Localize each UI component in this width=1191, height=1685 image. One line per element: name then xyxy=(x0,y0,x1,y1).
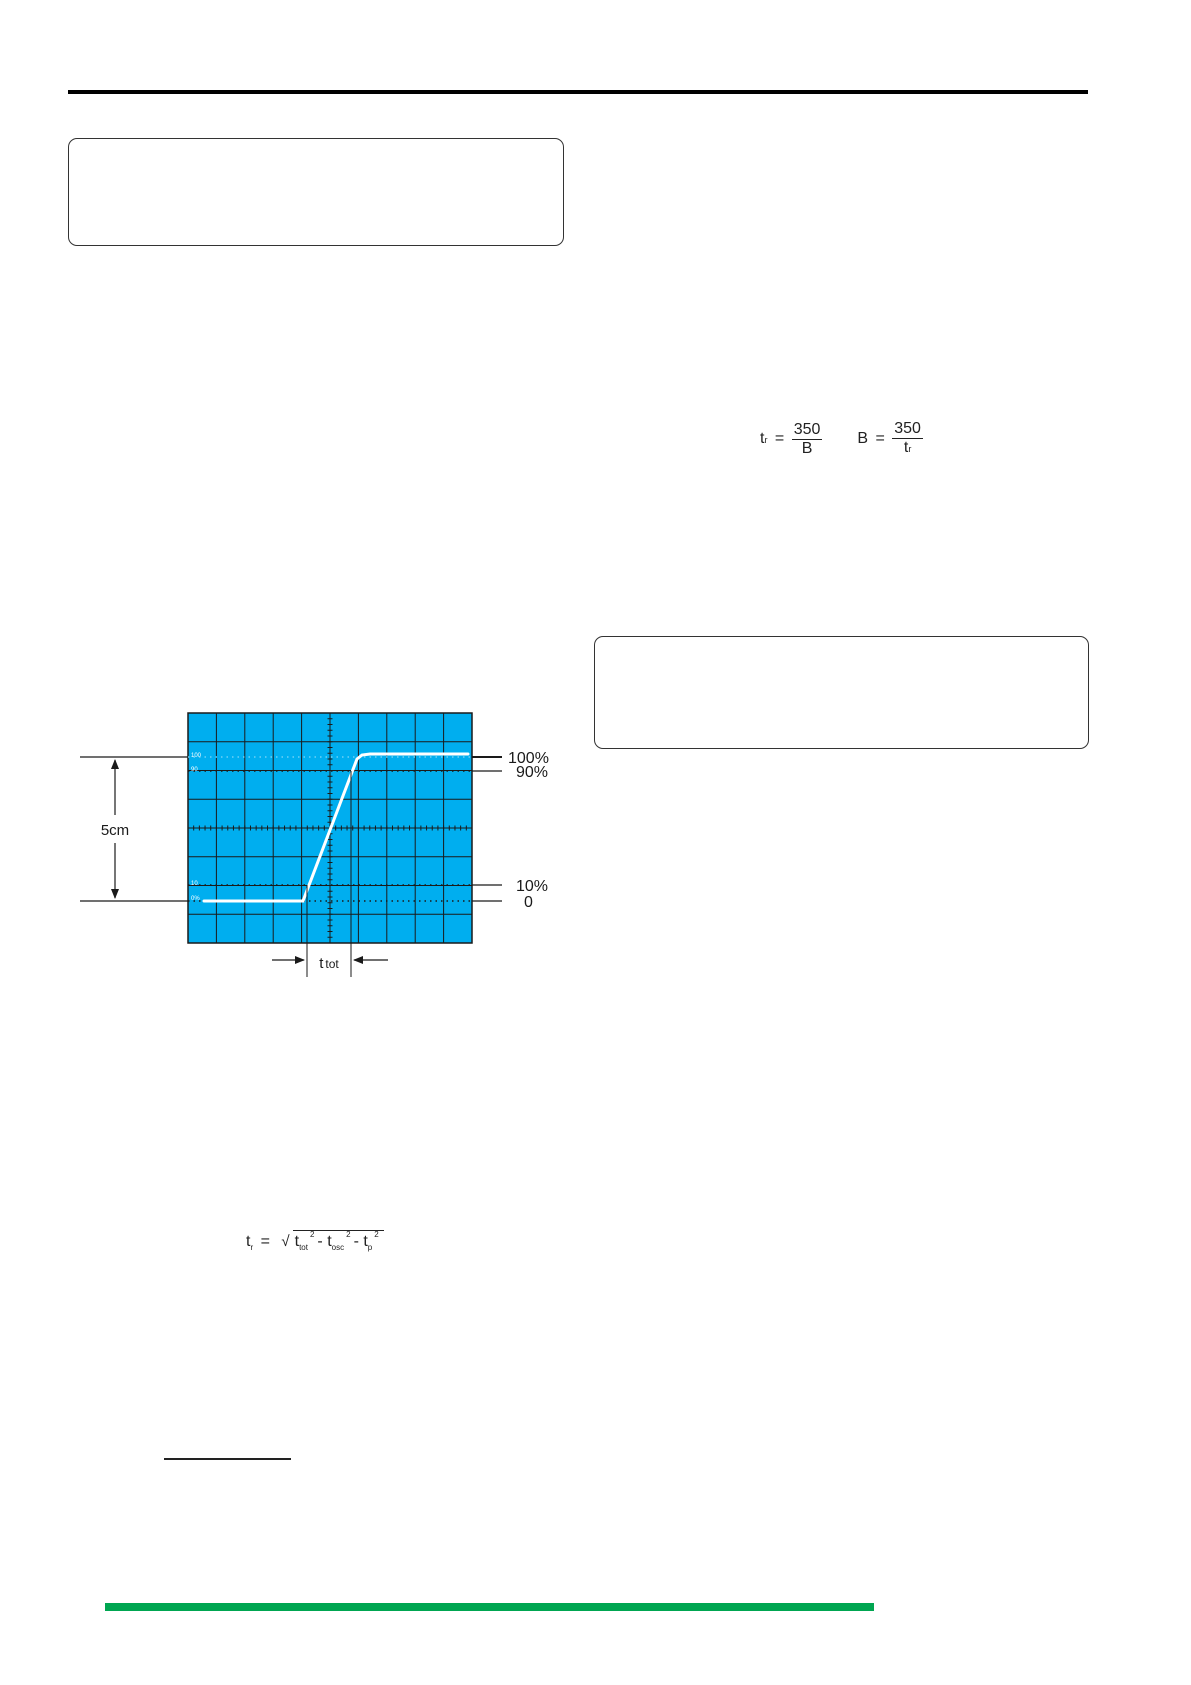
header-rule xyxy=(68,90,1088,94)
tick-label-0: 0% xyxy=(191,896,200,902)
tick-label-100: 100 xyxy=(191,753,202,759)
fraction-denominator: B xyxy=(801,439,813,457)
risetime-figure xyxy=(70,705,570,985)
formula-lhs-t: t xyxy=(246,1233,251,1250)
fraction-numerator: 350 xyxy=(793,420,821,438)
radicand: $t_{tot}^2 - t_{osc}^2 - t_p^2$ xyxy=(293,1230,384,1250)
formula-lhs-sub: r xyxy=(764,435,768,446)
formula-lhs-t: t xyxy=(760,430,765,448)
label-zero: 0 xyxy=(524,894,533,911)
label-100-percent: 100% xyxy=(508,750,549,767)
footer-rule xyxy=(105,1603,874,1611)
label-10-percent: 10% xyxy=(516,878,549,895)
formula-lhs-sub: r xyxy=(250,1243,254,1252)
label-90-percent: 90% xyxy=(516,764,549,781)
fraction-numerator: 350 xyxy=(894,420,921,437)
note-box-left xyxy=(68,138,564,246)
fraction-350-over-tr xyxy=(892,420,923,458)
formula-equals: = xyxy=(774,430,785,448)
tick-label-90: 90 xyxy=(191,767,198,773)
tick-label-10: 10 xyxy=(191,881,198,887)
footnote-rule xyxy=(164,1458,291,1460)
bandwidth-formula xyxy=(760,420,923,458)
note-box-right xyxy=(594,636,1089,749)
formula-lhs-b: B xyxy=(857,430,868,448)
t-tot-label: t tot xyxy=(319,955,339,972)
formula-equals: = xyxy=(260,1233,270,1250)
fraction-denominator: tr xyxy=(903,439,912,456)
dimension-label-5cm: 5cm xyxy=(100,822,130,839)
risetime-formula xyxy=(246,1230,384,1252)
square-root-sign: √ xyxy=(281,1233,290,1250)
fraction-350-over-b xyxy=(792,421,823,458)
formula-equals: = xyxy=(875,430,885,448)
